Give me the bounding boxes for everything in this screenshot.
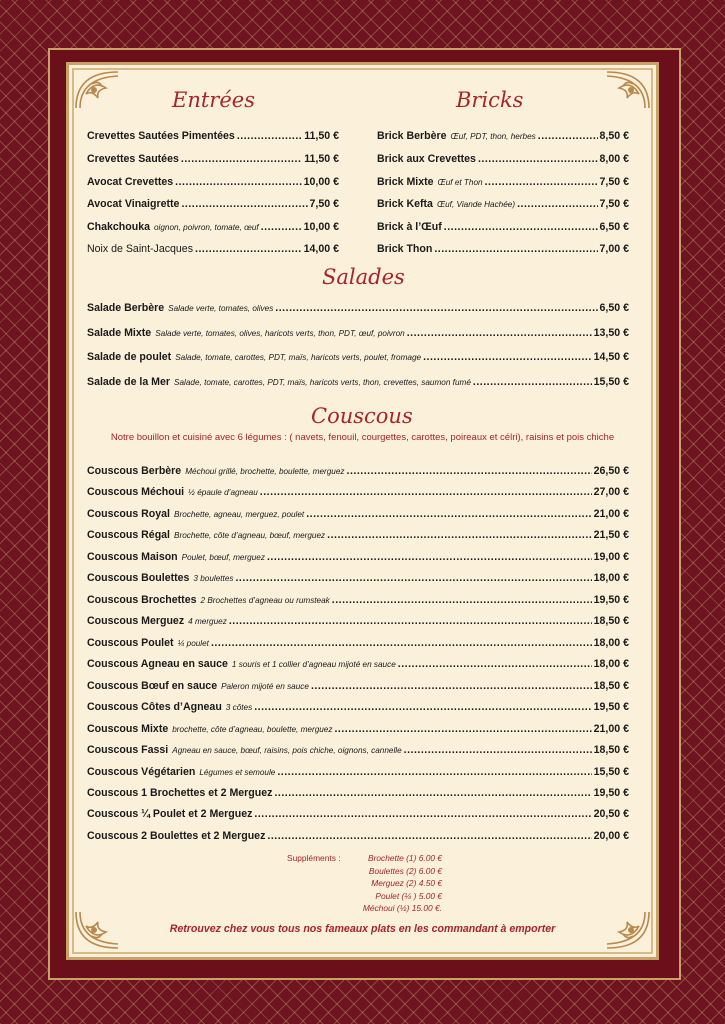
item-price: 21,00 € <box>593 508 629 520</box>
item-description: ½ épaule d’agneau <box>188 488 258 497</box>
item-name: Salade de poulet <box>87 351 172 363</box>
item-description: Brochette, côte d’agneau, bœuf, merguez <box>174 531 326 540</box>
item-price: 19,50 € <box>593 594 629 606</box>
item-name: Couscous Maison <box>87 551 178 563</box>
menu-item <box>377 152 629 166</box>
item-name: Brick Mixte <box>377 176 434 188</box>
salades-heading: Salades <box>322 265 405 289</box>
item-name: Couscous Merguez <box>87 615 185 627</box>
menu-item <box>87 507 629 522</box>
menu-item <box>87 593 629 608</box>
supplements-list <box>340 852 442 915</box>
item-name: Salade de la Mer <box>87 376 171 388</box>
couscous-note: Notre bouillon et cuisiné avec 6 légumes : ( navets, fenouil, courgettes, carottes, poireaux et célri), raisins et pois chiche <box>110 432 615 443</box>
item-price: 7,50 € <box>599 198 629 210</box>
menu-item <box>87 301 629 316</box>
menu-item <box>87 485 629 500</box>
menu-item <box>87 326 629 341</box>
item-description: ¼ poulet <box>177 639 209 648</box>
item-name: Couscous Fassi <box>87 744 169 756</box>
item-price: 7,50 € <box>309 198 339 210</box>
item-price: 6,50 € <box>599 221 629 233</box>
supplement-item: Brochette (1) 6.00 € <box>367 853 442 863</box>
menu-item <box>87 679 629 694</box>
item-description: 2 Brochettes d’agneau ou rumsteak <box>200 596 330 605</box>
menu-item <box>87 220 339 235</box>
item-price: 10,00 € <box>303 176 339 188</box>
item-name: Crevettes Sautées Pimentées <box>87 130 235 142</box>
supplement-item: Méchoui (½) 15.00 €. <box>362 903 442 913</box>
item-price: 19,50 € <box>593 787 629 799</box>
item-price: 19,00 € <box>593 551 629 563</box>
item-price: 14,50 € <box>593 351 629 363</box>
menu-item <box>87 464 629 479</box>
item-price: 10,00 € <box>303 221 339 233</box>
item-name: Couscous Végétarien <box>87 766 196 778</box>
item-price: 27,00 € <box>593 486 629 498</box>
item-price: 13,50 € <box>593 327 629 339</box>
item-price: 18,00 € <box>593 658 629 670</box>
item-price: 18,00 € <box>593 637 629 649</box>
item-name: Couscous Côtes d’Agneau <box>87 701 222 713</box>
item-description: brochette, côte d’agneau, boulette, merguez <box>172 725 333 734</box>
item-price: 7,00 € <box>599 243 629 255</box>
bricks-heading: Bricks <box>456 88 524 112</box>
item-price: 15,50 € <box>593 766 629 778</box>
menu-item <box>87 175 339 189</box>
couscous-heading: Couscous <box>311 404 413 428</box>
item-price: 19,50 € <box>593 701 629 713</box>
item-price: 20,50 € <box>593 808 629 820</box>
item-name: Couscous ¼ Poulet et 2 Merguez <box>87 808 253 820</box>
item-description: oignon, poivron, tomate, œuf <box>154 223 259 232</box>
item-description: Brochette, agneau, merguez, poulet <box>174 510 305 519</box>
item-name: Couscous Brochettes <box>87 594 197 606</box>
item-description: Œuf, PDT, thon, herbes <box>450 132 536 141</box>
item-name: Brick Kefta <box>377 198 433 210</box>
menu-item <box>87 152 339 166</box>
item-name: Couscous Régal <box>87 529 171 541</box>
menu-item <box>87 829 629 843</box>
supplements-label: Suppléments : <box>287 853 341 863</box>
item-name: Salade Berbère <box>87 302 165 314</box>
item-price: 21,50 € <box>593 529 629 541</box>
item-description: Paleron mijoté en sauce <box>221 682 309 691</box>
item-name: Couscous Royal <box>87 508 171 520</box>
item-price: 18,50 € <box>593 744 629 756</box>
item-name: Avocat Crevettes <box>87 176 174 188</box>
item-name: Couscous Bœuf en sauce <box>87 680 218 692</box>
item-description: Œuf, Viande Hachée) <box>436 200 516 209</box>
item-name: Chakchouka <box>87 221 150 233</box>
menu-item <box>87 614 629 629</box>
item-name: Brick Thon <box>377 243 433 255</box>
menu-item <box>87 636 629 651</box>
menu-item <box>87 242 339 256</box>
item-description: Méchoui grillé, brochette, boulette, merguez <box>185 467 345 476</box>
item-price: 26,50 € <box>593 465 629 477</box>
item-description: Légumes et semoule <box>199 768 276 777</box>
menu-item <box>87 786 629 800</box>
item-name: Couscous Agneau en sauce <box>87 658 228 670</box>
menu-item <box>87 550 629 565</box>
menu-item <box>87 765 629 780</box>
item-name: Couscous 1 Brochettes et 2 Merguez <box>87 787 273 799</box>
item-price: 18,50 € <box>593 680 629 692</box>
menu-item <box>87 350 629 365</box>
item-name: Brick à l’Œuf <box>377 221 442 233</box>
supplement-item: Poulet (¼ ) 5.00 € <box>375 890 442 901</box>
item-name: Couscous Poulet <box>87 637 174 649</box>
supplement-item: Boulettes (2) 6.00 € <box>368 865 442 876</box>
item-name: Noix de Saint-Jacques <box>87 243 193 255</box>
item-price: 11,50 € <box>304 130 339 142</box>
item-description: Salade, tomate, carottes, PDT, maïs, haricots verts, thon, crevettes, saumon fumé <box>174 378 471 387</box>
menu-item <box>87 197 339 211</box>
menu-item <box>87 571 629 586</box>
item-name: Couscous Boulettes <box>87 572 190 584</box>
item-price: 15,50 € <box>593 376 629 388</box>
menu-item <box>377 175 629 190</box>
item-description: 3 côtes <box>225 703 253 712</box>
item-description: Salade verte, tomates, olives, haricots verts, thon, PDT, œuf, poivron <box>155 329 405 338</box>
item-description: Salade verte, tomates, olives <box>168 304 274 313</box>
item-name: Couscous 2 Boulettes et 2 Merguez <box>87 830 266 842</box>
item-name: Salade Mixte <box>87 327 152 339</box>
item-description: 3 boulettes <box>193 574 234 583</box>
menu-item <box>87 743 629 758</box>
menu-item <box>87 657 629 672</box>
menu-item <box>87 528 629 543</box>
menu-item <box>87 700 629 715</box>
menu-item <box>377 242 629 256</box>
item-name: Couscous Méchoui <box>87 486 185 498</box>
item-price: 6,50 € <box>599 302 629 314</box>
entrees-heading: Entrées <box>172 88 255 112</box>
item-name: Brick aux Crevettes <box>377 153 476 165</box>
item-price: 8,00 € <box>599 153 629 165</box>
menu-item <box>377 197 629 212</box>
menu-item <box>87 807 629 821</box>
supplement-item: Merguez (2) 4.50 € <box>371 878 442 888</box>
item-description: Salade, tomate, carottes, PDT, maïs, haricots verts, poulet, fromage <box>175 353 422 362</box>
item-price: 20,00 € <box>593 830 629 842</box>
item-price: 14,00 € <box>303 243 339 255</box>
item-description: 4 merguez <box>188 617 227 626</box>
item-name: Couscous Berbère <box>87 465 182 477</box>
item-name: Crevettes Sautées <box>87 153 179 165</box>
menu-item <box>87 129 339 143</box>
item-description: Agneau en sauce, bœuf, raisins, pois chiche, oignons, cannelle <box>172 746 402 755</box>
item-name: Brick Berbère <box>377 130 447 142</box>
item-price: 18,00 € <box>593 572 629 584</box>
item-description: 1 souris et 1 collier d’agneau mijoté en sauce <box>231 660 396 669</box>
item-description: Œuf et Thon <box>437 178 483 187</box>
menu-item <box>377 129 629 144</box>
takeaway-footer: Retrouvez chez vous tous nos fameaux plats en les commandant à emporter <box>169 923 556 935</box>
item-name: Avocat Vinaigrette <box>87 198 180 210</box>
corner-ornament-icon <box>74 70 120 110</box>
item-price: 11,50 € <box>304 153 339 165</box>
menu-item <box>87 375 629 390</box>
item-price: 7,50 € <box>599 176 629 188</box>
menu-item <box>87 722 629 737</box>
item-name: Couscous Mixte <box>87 723 169 735</box>
item-price: 18,50 € <box>593 615 629 627</box>
item-description: Poulet, bœuf, merguez <box>181 553 265 562</box>
item-price: 8,50 € <box>599 130 629 142</box>
menu-item <box>377 220 629 234</box>
item-price: 21,00 € <box>593 723 629 735</box>
corner-ornament-icon <box>605 70 651 110</box>
